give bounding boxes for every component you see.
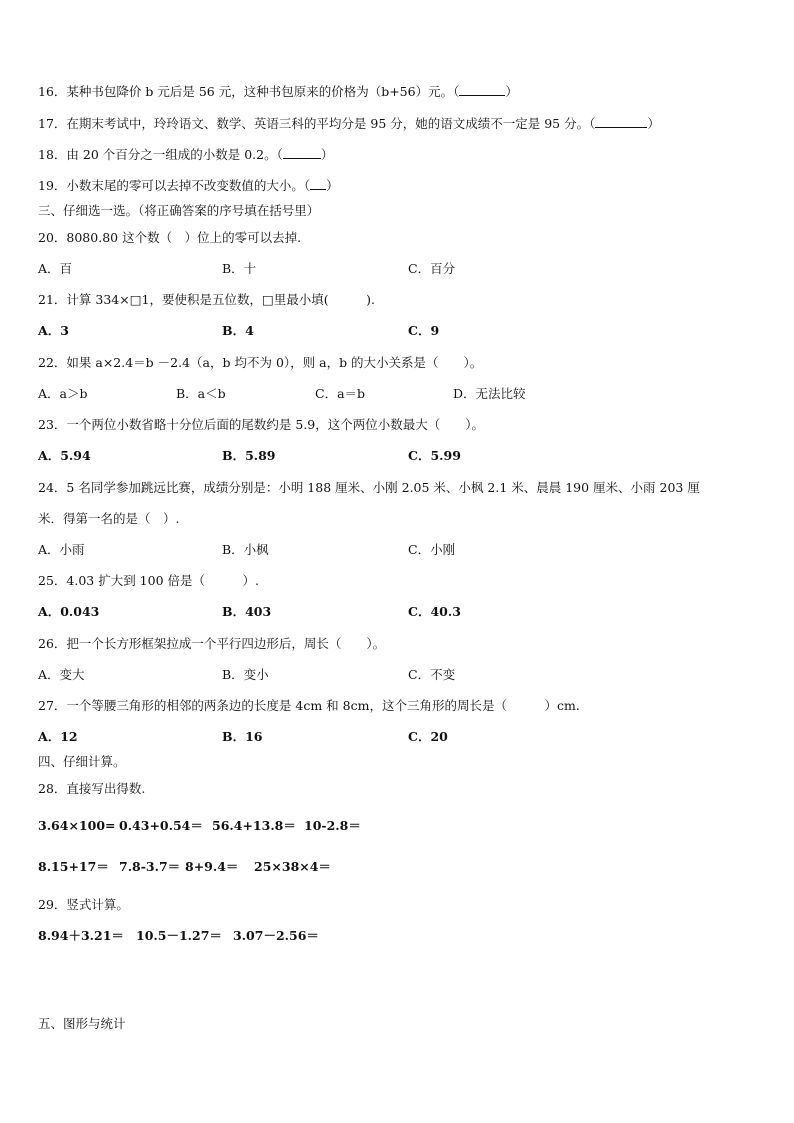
option-c[interactable]: C．小刚 (408, 542, 456, 557)
question-22-stem: 22．如果 a×2.4＝b －2.4（a，b 均不为 0），则 a，b 的大小关系是（ ）。 (38, 355, 483, 370)
question-19-text: 19．小数末尾的零可以去掉不改变数值的大小。（ (38, 178, 311, 193)
option-b[interactable]: B．a＜b (176, 386, 226, 401)
question-25-stem: 25．4.03 扩大到 100 倍是（ ）. (38, 573, 259, 588)
answer-blank[interactable] (310, 177, 326, 190)
option-c[interactable]: C．百分 (408, 261, 456, 276)
calc-item: 10-2.8＝ (304, 818, 361, 833)
option-a[interactable]: A．a＞b (38, 386, 88, 401)
calc-item: 3.64×100= (38, 818, 116, 833)
calc-item: 8+9.4＝ (185, 859, 239, 874)
option-c[interactable]: C．不变 (408, 667, 456, 682)
option-c[interactable]: C．9 (408, 323, 440, 338)
question-17: 17．在期末考试中，玲玲语文、数学、英语三科的平均分是 95 分，她的语文成绩不一定是 95 分。（ ） (38, 116, 660, 131)
question-18: 18．由 20 个百分之一组成的小数是 0.2。（ ） (38, 147, 334, 162)
question-16-text: 16．某种书包降价 b 元后是 56 元，这种书包原来的价格为（b+56）元。（ (38, 84, 460, 99)
question-24-stem: 24．5 名同学参加跳远比赛，成绩分别是：小明 188 厘米、小刚 2.05 米、小枫 2.1 米、晨晨 190 厘米、小雨 203 厘 (38, 480, 700, 495)
answer-blank[interactable] (595, 115, 647, 128)
answer-blank[interactable] (283, 146, 321, 159)
question-21-stem: 21．计算 334×□1，要使积是五位数，□里最小填( ). (38, 292, 376, 307)
question-18-text: 18．由 20 个百分之一组成的小数是 0.2。（ (38, 147, 283, 162)
option-b[interactable]: B．小枫 (222, 542, 269, 557)
option-c[interactable]: C．a＝b (315, 386, 366, 401)
calc-item: 0.43+0.54＝ (119, 818, 203, 833)
calc-item: 8.15+17＝ (38, 859, 109, 874)
question-26-stem: 26．把一个长方形框架拉成一个平行四边形后，周长（ ）。 (38, 636, 386, 651)
question-24-stem-continued: 米．得第一名的是（ ）. (38, 511, 180, 526)
calc-item: 25×38×4＝ (254, 859, 331, 874)
question-23-stem: 23．一个两位小数省略十分位后面的尾数约是 5.9，这个两位小数最大（ ）。 (38, 417, 485, 432)
option-c[interactable]: C．40.3 (408, 604, 461, 619)
option-b[interactable]: B．变小 (222, 667, 269, 682)
calc-item: 10.5－1.27＝ (136, 928, 222, 943)
option-a[interactable]: A．小雨 (38, 542, 85, 557)
question-16: 16．某种书包降价 b 元后是 56 元，这种书包原来的价格为（b+56）元。（ ） (38, 84, 518, 99)
option-a[interactable]: A．5.94 (38, 448, 91, 463)
question-19: 19．小数末尾的零可以去掉不改变数值的大小。（ ） (38, 178, 339, 193)
option-b[interactable]: B．4 (222, 323, 254, 338)
option-b[interactable]: B．403 (222, 604, 272, 619)
answer-blank[interactable] (459, 83, 505, 96)
question-28-stem: 28．直接写出得数. (38, 781, 146, 796)
section-5-heading: 五、图形与统计 (38, 1016, 126, 1031)
calc-item: 3.07－2.56＝ (233, 928, 319, 943)
section-3-heading: 三、仔细选一选。（将正确答案的序号填在括号里） (38, 203, 320, 218)
option-b[interactable]: B．十 (222, 261, 257, 276)
option-a[interactable]: A．百 (38, 261, 73, 276)
question-17-text: 17．在期末考试中，玲玲语文、数学、英语三科的平均分是 95 分，她的语文成绩不一定是 95 分。（ (38, 116, 596, 131)
question-27-stem: 27．一个等腰三角形的相邻的两条边的长度是 4cm 和 8cm，这个三角形的周长是（ ）cm. (38, 698, 580, 713)
option-a[interactable]: A．12 (38, 729, 78, 744)
option-d[interactable]: D．无法比较 (453, 386, 526, 401)
calc-item: 7.8-3.7＝ (119, 859, 181, 874)
calc-item: 56.4+13.8＝ (212, 818, 296, 833)
section-4-heading: 四、仔细计算。 (38, 754, 126, 769)
option-b[interactable]: B．5.89 (222, 448, 276, 463)
option-a[interactable]: A．3 (38, 323, 69, 338)
question-29-stem: 29．竖式计算。 (38, 897, 129, 912)
calc-item: 8.94＋3.21＝ (38, 928, 124, 943)
option-c[interactable]: C．5.99 (408, 448, 461, 463)
question-20-stem: 20．8080.80 这个数（ ）位上的零可以去掉. (38, 230, 302, 245)
option-a[interactable]: A．变大 (38, 667, 85, 682)
option-a[interactable]: A．0.043 (38, 604, 100, 619)
option-c[interactable]: C．20 (408, 729, 448, 744)
option-b[interactable]: B．16 (222, 729, 263, 744)
